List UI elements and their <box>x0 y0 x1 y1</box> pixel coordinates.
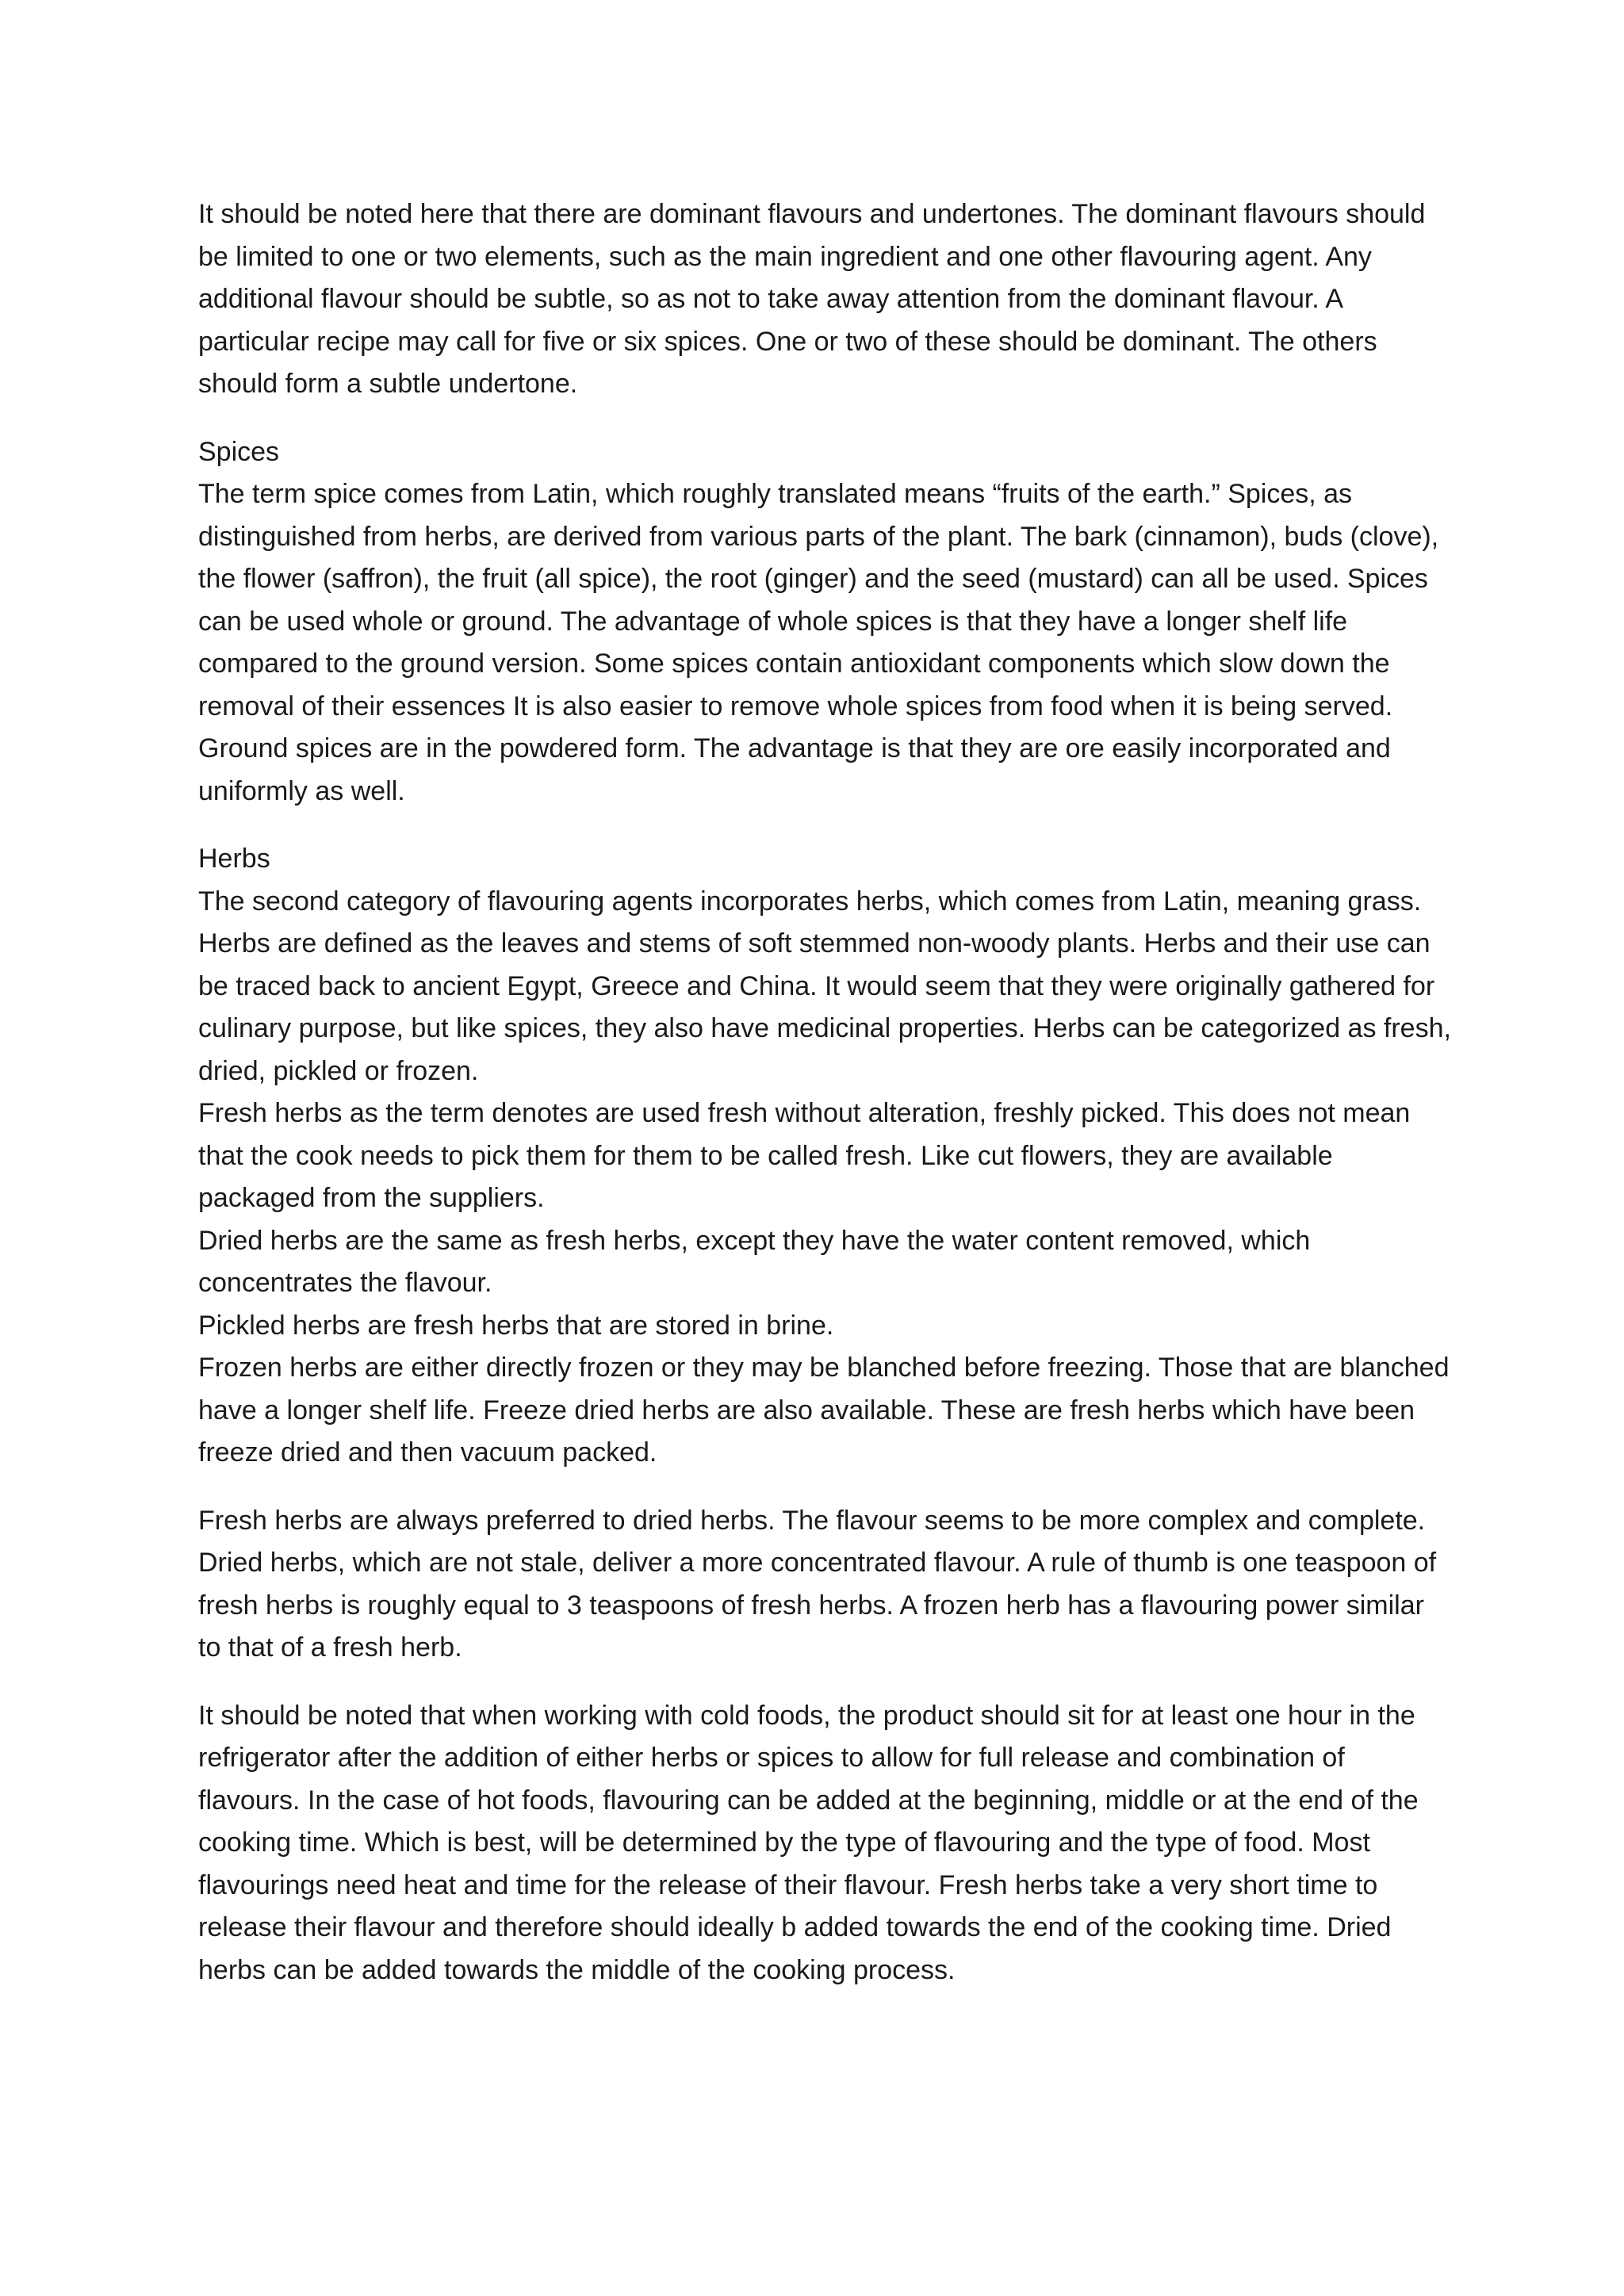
intro-paragraph: It should be noted here that there are dominant flavours and undertones. The dominant flavours should be limited to one or two elements, such as the main ingredient and one other flavouring agent. Any additional flavour should be subtle, so as not to take away attention from the dominant flavour. A particular recipe may call for five or six spices. One or two of these should be dominant. The others should form a subtle undertone. <box>198 199 1426 399</box>
dried-herbs-paragraph: Dried herbs are the same as fresh herbs, except they have the water content removed, which concentrates the flavour. <box>198 1225 1311 1298</box>
paragraph-gap <box>198 1475 1451 1500</box>
paragraph-gap <box>198 1670 1451 1695</box>
herbs-paragraph: The second category of flavouring agents incorporates herbs, which comes from Latin, meaning grass. Herbs are defined as the leaves and stems of soft stemmed non-woody plants. Herbs and their use can be traced back to ancient Egypt, Greece and China. It would seem that they were originally gathered for culinary purpose, but like spices, they also have medicinal properties. Herbs can be categorized as fresh, dried, pickled or frozen. <box>198 886 1451 1086</box>
paragraph-gap <box>198 813 1451 838</box>
herbs-heading: Herbs <box>198 844 270 874</box>
spices-paragraph: The term spice comes from Latin, which roughly translated means “fruits of the earth.” Spices, as distinguished from herbs, are derived from various parts of the plant. The bark (cinnamon), buds (clove), the flower (saffron), the fruit (all spice), the root (ginger) and the seed (mustard) can all be used. Spices can be used whole or ground. The advantage of whole spices is that they have a longer shelf life compared to the ground version. Some spices contain antioxidant components which slow down the removal of their essences It is also easier to remove whole spices from food when it is being served. Ground spices are in the powdered form. The advantage is that they are ore easily incorporated and uniformly as well. <box>198 479 1439 806</box>
timing-paragraph: It should be noted that when working with cold foods, the product should sit for at least one hour in the refrigerator after the addition of either herbs or spices to allow for full release and combination of flavours. In the case of hot foods, flavouring can be added at the beginning, middle or at the end of the cooking time. Which is best, will be determined by the type of flavouring and the type of food. Most flavourings need heat and time for the release of their flavour. Fresh herbs take a very short time to release their flavour and therefore should ideally b added towards the end of the cooking time. Dried herbs can be added towards the middle of the cooking process. <box>198 1700 1419 1985</box>
frozen-herbs-paragraph: Frozen herbs are either directly frozen or they may be blanched before freezing. Those that are blanched have a longer shelf life. Freeze dried herbs are also available. These are fresh herbs which have been freeze dried and then vacuum packed. <box>198 1353 1450 1468</box>
comparison-paragraph: Fresh herbs are always preferred to dried herbs. The flavour seems to be more complex and complete. Dried herbs, which are not stale, deliver a more concentrated flavour. A rule of thumb is one teaspoon of fresh herbs is roughly equal to 3 teaspoons of fresh herbs. A frozen herb has a flavouring power similar to that of a fresh herb. <box>198 1505 1437 1663</box>
fresh-herbs-paragraph: Fresh herbs as the term denotes are used fresh without alteration, freshly picked. This does not mean that the cook needs to pick them for them to be called fresh. Like cut flowers, they are available packaged from the suppliers. <box>198 1098 1411 1213</box>
pickled-herbs-paragraph: Pickled herbs are fresh herbs that are stored in brine. <box>198 1310 834 1341</box>
document-body <box>198 193 1451 1992</box>
spices-heading: Spices <box>198 436 280 467</box>
paragraph-gap <box>198 406 1451 431</box>
